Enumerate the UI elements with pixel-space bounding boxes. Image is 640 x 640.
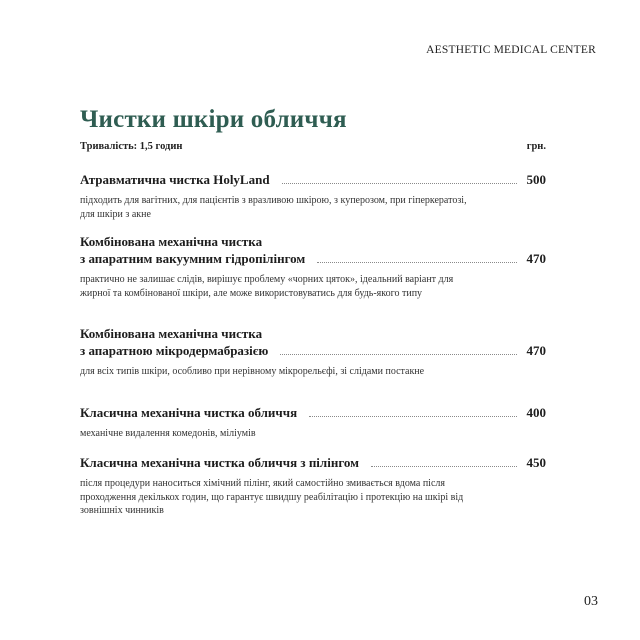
service-price: 500	[526, 172, 546, 187]
duration-label: Тривалість: 1,5 годин	[80, 141, 183, 152]
service-item	[80, 325, 546, 379]
service-name-line: Комбінована механічна чистка	[80, 326, 263, 341]
service-price: 400	[526, 405, 546, 420]
service-row	[80, 404, 546, 421]
service-row	[80, 325, 546, 359]
brand-name: AESTHETIC MEDICAL CENTER	[426, 44, 596, 56]
service-name-line: з апаратним вакуумним гідропілінгом	[80, 251, 306, 266]
leader-dots	[282, 182, 517, 184]
service-item	[80, 171, 546, 221]
service-item	[80, 454, 546, 518]
service-row	[80, 171, 546, 188]
page-title: Чистки шкіри обличчя	[80, 106, 347, 133]
service-description: підходить для вагітних, для пацієнтів з вразливою шкірою, з куперозом, при гіперкератозі, для шкіри з акне	[80, 195, 467, 220]
service-name	[80, 404, 297, 421]
currency-label: грн.	[526, 141, 546, 152]
page-number: 03	[584, 594, 598, 609]
leader-dots	[371, 465, 516, 467]
service-item	[80, 404, 546, 441]
service-name-line: Комбінована механічна чистка	[80, 234, 263, 249]
service-name	[80, 171, 270, 188]
service-price: 470	[526, 251, 546, 266]
section-subheader	[80, 141, 546, 152]
service-row	[80, 454, 546, 471]
service-price: 450	[526, 455, 546, 470]
leader-dots	[309, 415, 516, 417]
leader-dots	[317, 261, 516, 263]
service-name-line: Атравматична чистка HolyLand	[80, 172, 270, 187]
leader-dots	[280, 353, 516, 355]
service-name	[80, 325, 268, 359]
service-name-line: Класична механічна чистка обличчя з пілінгом	[80, 455, 360, 470]
service-description: після процедури наноситься хімічний пілінг, який самостійно змивається вдома після проходження декількох годин, що гарантує швидшу реабілітацію і протекцію на шкірі від зовнішніх чинників	[80, 478, 464, 516]
service-name	[80, 454, 359, 471]
service-price: 470	[526, 343, 546, 358]
service-description: практично не залишає слідів, вирішує проблему «чорних цяток», ідеальний варіант для жирної та комбінованої шкіри, але може використовуватись для будь-якого типу	[80, 274, 454, 299]
service-name-line: Класична механічна чистка обличчя	[80, 405, 298, 420]
service-name-line: з апаратною мікродермабразією	[80, 343, 269, 358]
service-description: для всіх типів шкіри, особливо при нерівному мікрорельєфі, зі слідами постакне	[80, 366, 425, 377]
service-row	[80, 233, 546, 267]
service-item	[80, 233, 546, 300]
service-name	[80, 233, 305, 267]
service-description: механічне видалення комедонів, міліумів	[80, 428, 256, 439]
